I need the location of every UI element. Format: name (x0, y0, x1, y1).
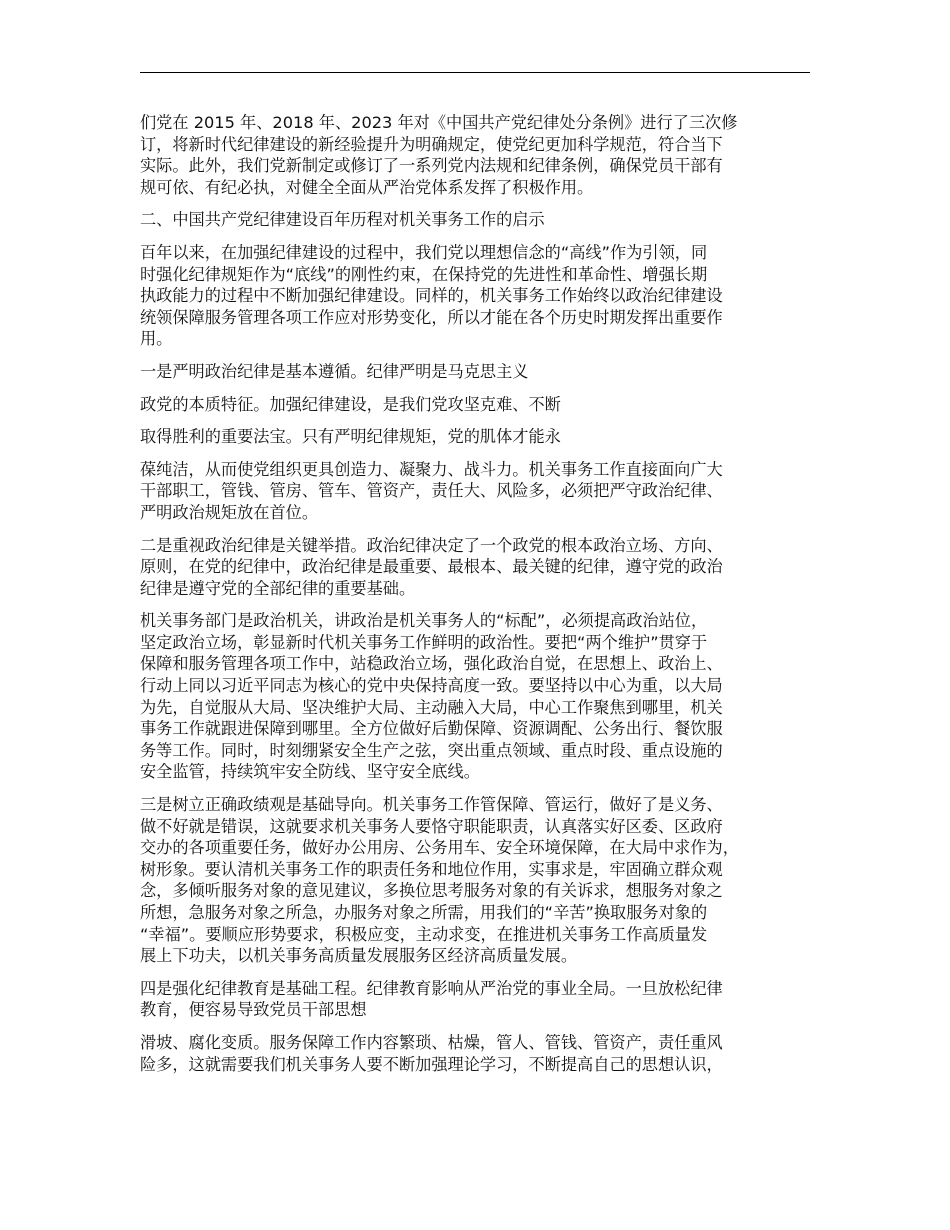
paragraph-point-one-line-2: 政党的本质特征。加强纪律建设，是我们党攻坚克难、不断 (140, 394, 561, 414)
paragraph-point-one-line-3: 取得胜利的重要法宝。只有严明纪律规矩，党的肌体才能永 (140, 427, 561, 447)
paragraph-point-one-line-1: 一是严明政治纪律是基本遵循。纪律严明是马克思主义 (140, 361, 529, 381)
paragraph-century-discipline: 百年以来，在加强纪律建设的过程中，我们党以理想信念的“高线”作为引领，同 时强化纪律规矩作为“底线”的刚性约束，在保持党的先进性和革命性、增强长期 执政能力的过程中不断加强纪律建设。同样的，机关事务工作始终以政治纪律建设 统领保障服务管理各项工作应对形势变化，所以才能在各个历史时期发挥出重要作 用。 (140, 242, 723, 349)
paragraph-regulation-revisions: 们党在 2015 年、2018 年、2023 年对《中国共产党纪律处分条例》进行了三次修 订，将新时代纪律建设的新经验提升为明确规定，使党纪更加科学规范，符合当下 实际。此外，我们党新制定或修订了一系列党内法规和纪律条例，确保党员干部有 规可依、有纪必执，对健全全面从严治党体系发挥了积极作用。 (140, 113, 738, 197)
paragraph-point-two: 二是重视政治纪律是关键举措。政治纪律决定了一个政党的根本政治立场、方向、 原则，在党的纪律中，政治纪律是最重要、最根本、最关键的纪律，遵守党的政治 纪律是遵守党的全部纪律的重要基础。 (140, 535, 723, 598)
header-rule (140, 72, 810, 73)
paragraph-political-organ: 机关事务部门是政治机关，讲政治是机关事务人的“标配”，必须提高政治站位， 坚定政治立场，彰显新时代机关事务工作鲜明的政治性。要把“两个维护”贯穿于 保障和服务管理各项工作中，站稳政治立场，强化政治自觉，在思想上、政治上、 行动上同以习近平同志为核心的党中央保持高度一致。要坚持以中心为重，以大局 为先，自觉服从大局、坚决维护大局、主动融入大局，中心工作聚焦到哪里，机关 事务工作就跟进保障到哪里。全方位做好后勤保障、资源调配、公务出行、餐饮服 务等工作。同时，时刻绷紧安全生产之弦，突出重点领域、重点时段、重点设施的 安全监管，持续筑牢安全防线、坚守安全底线。 (140, 611, 723, 782)
document-body (140, 112, 826, 1086)
paragraph-point-three: 三是树立正确政绩观是基础导向。机关事务工作管保障、管运行，做好了是义务、 做不好就是错误，这就要求机关事务人要恪守职能职责，认真落实好区委、区政府 交办的各项重要任务，做好办公用房、公务用车、安全环境保障，在大局中求作为， 树形象。要认清机关事务工作的职责任务和地位作用，实事求是，牢固确立群众观 念，多倾听服务对象的意见建议，多换位思考服务对象的有关诉求，想服务对象之 所想，急服务对象之所急，办服务对象之所需，用我们的“辛苦”换取服务对象的 “幸福”。要顺应形势要求，积极应变，主动求变，在推进机关事务工作高质量发 展上下功夫，以机关事务高质量发展服务区经济高质量发展。 (140, 795, 739, 966)
paragraph-point-one-continued: 葆纯洁，从而使党组织更具创造力、凝聚力、战斗力。机关事务工作直接面向广大 干部职工，管钱、管房、管车、管资产，责任大、风险多，必须把严守政治纪律、 严明政治规矩放在首位。 (140, 459, 723, 522)
paragraph-point-four-continued: 滑坡、腐化变质。服务保障工作内容繁琐、枯燥，管人、管钱、管资产，责任重风 险多，这就需要我们机关事务人要不断加强理论学习，不断提高自己的思想认识， (140, 1032, 723, 1074)
section-heading: 二、中国共产党纪律建设百年历程对机关事务工作的启示 (140, 210, 545, 230)
paragraph-point-four: 四是强化纪律教育是基础工程。纪律教育影响从严治党的事业全局。一旦放松纪律 教育，便容易导致党员干部思想 (140, 978, 723, 1020)
